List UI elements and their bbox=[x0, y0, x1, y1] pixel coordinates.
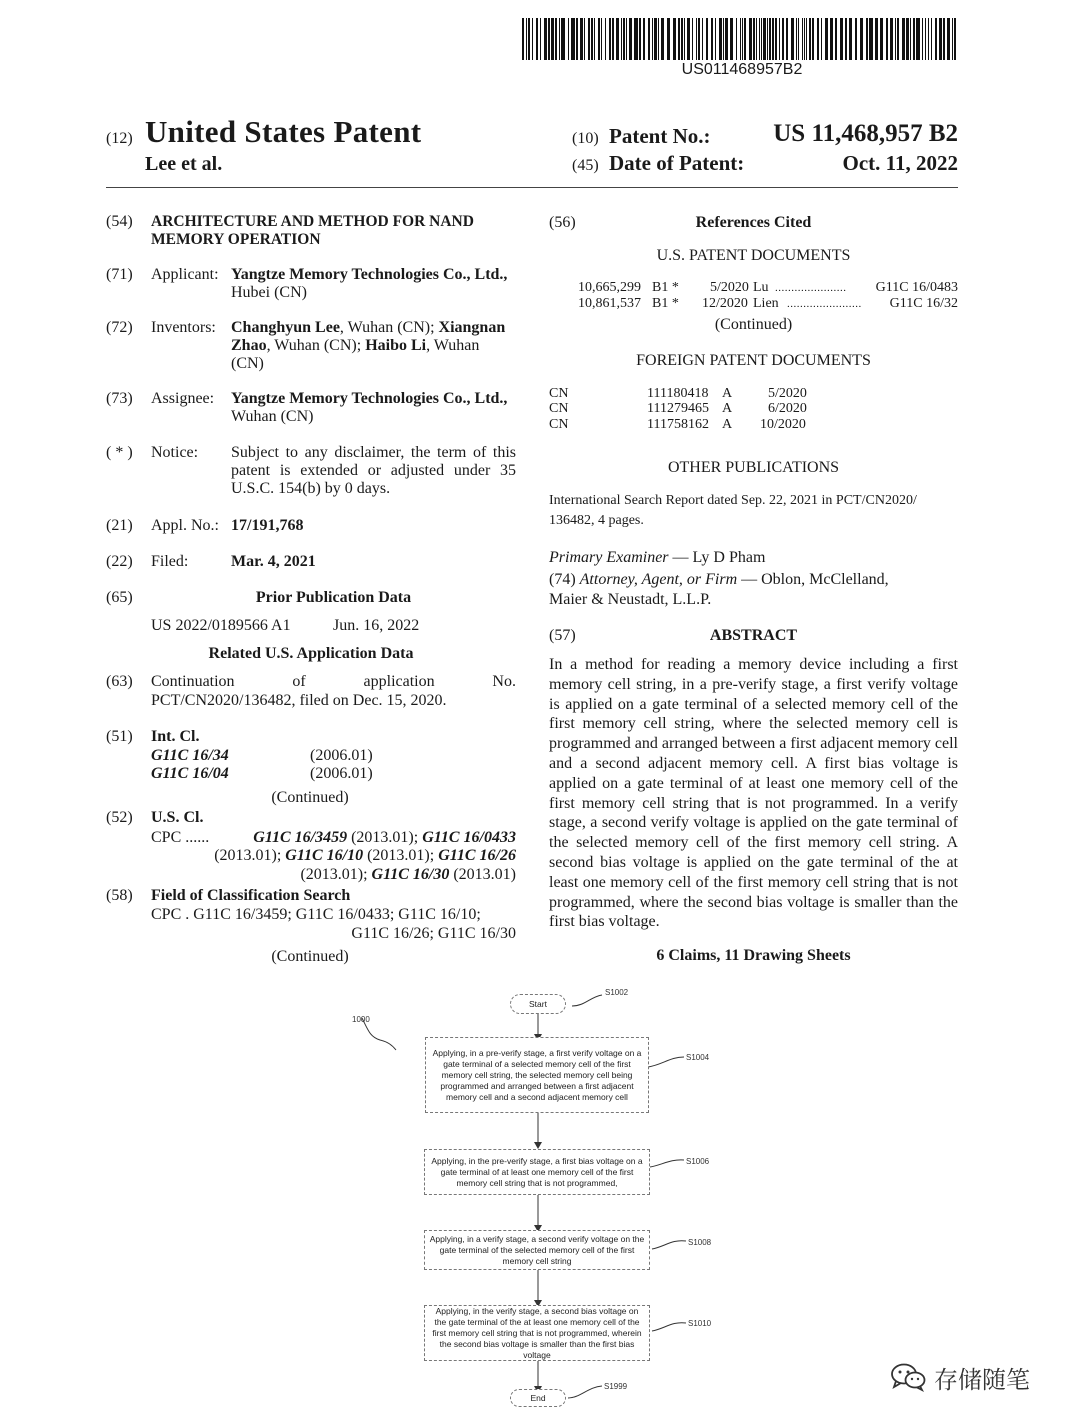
barcode-bar bbox=[849, 18, 852, 60]
barcode-bar bbox=[935, 18, 937, 60]
barcode-bar bbox=[744, 18, 746, 60]
attorney-label: Attorney, Agent, or Firm bbox=[579, 571, 738, 588]
barcode-bar bbox=[540, 18, 541, 60]
barcode-bar bbox=[588, 18, 590, 60]
flowchart-step-s1004: Applying, in a pre-verify stage, a first verify voltage on a gate terminal of a selected memory cell of the first memory cell string, the selected memory cell being programmed and arranged between a first adjacent memory cell and a second adjacent memory cell bbox=[425, 1037, 649, 1113]
barcode-bar bbox=[658, 18, 659, 60]
int-cl-class-2: G11C 16/04 bbox=[151, 765, 229, 782]
barcode-bar bbox=[719, 18, 722, 60]
doc-name: Lu bbox=[753, 280, 769, 295]
wechat-icon bbox=[890, 1362, 926, 1392]
barcode-bar bbox=[652, 18, 653, 60]
barcode-bar bbox=[952, 18, 953, 60]
prior-publication-number: US 2022/0189566 A1 bbox=[151, 617, 291, 634]
barcode-bar bbox=[696, 18, 697, 60]
field-of-search-heading: Field of Classification Search bbox=[151, 887, 351, 904]
cpc-class: G11C 16/3459 bbox=[253, 829, 348, 846]
barcode-bar bbox=[779, 18, 780, 60]
application-word: application bbox=[363, 673, 435, 690]
barcode-bar bbox=[623, 18, 625, 60]
int-cl-version-2: (2006.01) bbox=[310, 765, 373, 782]
cpc-prefix: CPC ...... bbox=[151, 829, 210, 846]
barcode-bar bbox=[568, 18, 569, 60]
code-65: (65) bbox=[106, 589, 133, 606]
applicant bbox=[231, 266, 516, 302]
authors: Lee et al. bbox=[145, 153, 223, 175]
code-52: (52) bbox=[106, 809, 133, 826]
barcode-bar bbox=[749, 18, 752, 60]
prior-publication-heading: Prior Publication Data bbox=[255, 589, 412, 606]
doc-number: 10,665,299 bbox=[578, 280, 641, 295]
barcode-bar bbox=[598, 18, 600, 60]
barcode-bar bbox=[667, 18, 670, 60]
applicant-name: Yangtze Memory Technologies Co., Ltd., bbox=[231, 266, 508, 283]
flowchart-step-s1010: Applying, in the verify stage, a second bias voltage on the gate terminal of the at least one memory cell of the first memory cell string that is not programmed, wherein the second bias voltage is smaller than the first bias voltage bbox=[424, 1305, 650, 1361]
barcode-bar bbox=[584, 18, 585, 60]
date-of-patent: Oct. 11, 2022 bbox=[842, 151, 958, 175]
barcode bbox=[522, 18, 958, 60]
barcode-bar bbox=[954, 18, 956, 60]
notice-code: ( * ) bbox=[106, 444, 133, 461]
barcode-bar bbox=[609, 18, 611, 60]
patent-number: US 11,468,957 B2 bbox=[773, 120, 958, 147]
inventor-3: Haibo Li bbox=[365, 337, 427, 354]
barcode-bar bbox=[684, 18, 685, 60]
barcode-bar bbox=[947, 18, 950, 60]
inventor-2-location: , Wuhan (CN); bbox=[266, 337, 366, 354]
barcode-bar bbox=[528, 18, 530, 60]
code-72: (72) bbox=[106, 319, 133, 336]
barcode-bar bbox=[913, 18, 915, 60]
us-doc-row bbox=[549, 280, 958, 296]
continuation-line-2: PCT/CN2020/136482, filed on Dec. 15, 2020. bbox=[151, 692, 447, 709]
cpc-date: (2013.01); bbox=[347, 829, 423, 846]
barcode-bar bbox=[817, 18, 819, 60]
barcode-bar bbox=[626, 18, 627, 60]
doc-class: G11C 16/0483 bbox=[875, 280, 958, 295]
us-cl-heading: U.S. Cl. bbox=[151, 809, 204, 826]
code-21: (21) bbox=[106, 517, 133, 534]
barcode-bar bbox=[895, 18, 896, 60]
barcode-bar bbox=[910, 18, 911, 60]
related-application-heading: Related U.S. Application Data bbox=[208, 645, 414, 662]
claims-and-sheets: 6 Claims, 11 Drawing Sheets bbox=[656, 947, 851, 964]
step-label-s1006: S1006 bbox=[686, 1157, 710, 1166]
barcode-bar bbox=[591, 18, 593, 60]
barcode-bar bbox=[654, 18, 657, 60]
foreign-doc-row bbox=[549, 417, 958, 433]
inventor-1-location: , Wuhan (CN); bbox=[339, 319, 435, 336]
doc-date: 6/2020 bbox=[768, 401, 807, 416]
cpc-class: G11C 16/10 bbox=[285, 847, 364, 864]
barcode-bar bbox=[825, 18, 828, 60]
attorney bbox=[549, 571, 889, 589]
inventor-2: Xiangnan Zhao bbox=[231, 319, 506, 354]
barcode-bar bbox=[886, 18, 888, 60]
barcode-bar bbox=[902, 18, 905, 60]
code-73: (73) bbox=[106, 390, 133, 407]
appl-no: 17/191,768 bbox=[231, 517, 304, 534]
barcode-bar bbox=[594, 18, 595, 60]
barcode-bar bbox=[943, 18, 945, 60]
barcode-bar bbox=[548, 18, 550, 60]
watermark bbox=[890, 1360, 1030, 1394]
barcode-bar bbox=[875, 18, 878, 60]
barcode-bar bbox=[629, 18, 632, 60]
us-cl-line-2 bbox=[151, 847, 516, 865]
abstract-text: In a method for reading a memory device including a first memory cell string, in a pre-verify stage, a first verify voltage is applied on a gate terminal of a selected memory cell of the first memory cell string, where the selected memory cell is programmed and arranged between a first adjacent memory cell and a second adjacent memory cell. A first bias voltage is applied on a gate terminal of at least one memory cell of the first memory cell string that is not programmed. In a verify stage, a second verify voltage is applied on the gate terminal of the selected memory cell of the first memory cell string. A second bias voltage is applied on the gate terminal of the at least one memory cell of the first memory cell string that is not programmed, where the second bias voltage is smaller than the first bias voltage. bbox=[549, 656, 958, 931]
inventors bbox=[231, 319, 516, 373]
patent-no-label: Patent No.: bbox=[609, 124, 711, 148]
barcode-bar bbox=[782, 18, 784, 60]
field-of-search-line-1: CPC . G11C 16/3459; G11C 16/0433; G11C 16/10; bbox=[151, 906, 481, 923]
doc-number: 10,861,537 bbox=[578, 296, 641, 311]
step-label-s1010: S1010 bbox=[688, 1319, 712, 1328]
doc-date: 5/2020 bbox=[710, 280, 749, 295]
inventor-1: Changhyun Lee bbox=[231, 319, 340, 336]
barcode-bar bbox=[769, 18, 771, 60]
barcode-bar bbox=[661, 18, 664, 60]
inventors-label: Inventors: bbox=[151, 319, 216, 336]
filed-date: Mar. 4, 2021 bbox=[231, 553, 316, 570]
barcode-bar bbox=[648, 18, 650, 60]
code-56: (56) bbox=[549, 214, 576, 231]
barcode-bar bbox=[522, 18, 524, 60]
barcode-bar bbox=[916, 18, 920, 60]
int-cl-heading: Int. Cl. bbox=[151, 728, 200, 745]
barcode-bar bbox=[634, 18, 638, 60]
doc-class: G11C 16/32 bbox=[889, 296, 958, 311]
doc-name: Lien bbox=[753, 296, 779, 311]
barcode-bar bbox=[692, 18, 693, 60]
barcode-bar bbox=[740, 18, 741, 60]
end-step-label: S1999 bbox=[604, 1382, 628, 1391]
barcode-bar bbox=[621, 18, 622, 60]
filed-label: Filed: bbox=[151, 553, 189, 570]
barcode-bar bbox=[580, 18, 583, 60]
barcode-bar bbox=[576, 18, 578, 60]
us-cl-line-3 bbox=[151, 866, 516, 884]
barcode-bar bbox=[736, 18, 737, 60]
barcode-bar bbox=[796, 18, 797, 60]
notice-text: Subject to any disclaimer, the term of this patent is extended or adjusted under 35 U.S.C. 154(b) by 0 days. bbox=[231, 444, 516, 497]
barcode-bar bbox=[767, 18, 768, 60]
step-leader bbox=[572, 995, 602, 1006]
code-10: (10) bbox=[572, 130, 599, 147]
barcode-bar bbox=[761, 18, 762, 60]
primary-examiner bbox=[549, 549, 765, 567]
cpc-date: (2013.01); bbox=[300, 866, 372, 883]
cpc-class: G11C 16/30 bbox=[371, 866, 450, 883]
barcode-bar bbox=[925, 18, 926, 60]
step-label-s1004: S1004 bbox=[686, 1053, 710, 1062]
barcode-bar bbox=[880, 18, 883, 60]
barcode-bar bbox=[616, 18, 619, 60]
barcode-bar bbox=[775, 18, 777, 60]
country-code: CN bbox=[549, 386, 569, 401]
barcode-bar bbox=[678, 18, 680, 60]
step-label-s1008: S1008 bbox=[688, 1238, 712, 1247]
flowchart-step-s1006: Applying, in the pre-verify stage, a first bias voltage on a gate terminal of at least one memory cell of the first memory cell string that is not programmed, bbox=[424, 1149, 650, 1195]
prior-publication-date: Jun. 16, 2022 bbox=[333, 617, 420, 634]
foreign-doc-row bbox=[549, 401, 958, 417]
watermark-text: 存储随笔 bbox=[934, 1365, 1030, 1394]
barcode-bar bbox=[756, 18, 757, 60]
doc-date: 5/2020 bbox=[768, 386, 807, 401]
barcode-number: US011468957B2 bbox=[681, 61, 803, 78]
barcode-bar bbox=[939, 18, 942, 60]
int-cl-continued: (Continued) bbox=[271, 789, 349, 806]
flowchart-start: Start bbox=[510, 994, 566, 1014]
barcode-bar bbox=[711, 18, 713, 60]
figure-reference: 1000 bbox=[352, 1015, 370, 1024]
barcode-bar bbox=[571, 18, 575, 60]
barcode-bar bbox=[906, 18, 909, 60]
date-of-patent-label: Date of Patent: bbox=[609, 151, 745, 175]
barcode-bar bbox=[643, 18, 645, 60]
barcode-bar bbox=[544, 18, 547, 60]
barcode-bar bbox=[869, 18, 873, 60]
barcode-bar bbox=[555, 18, 557, 60]
primary-examiner-name: — Ly D Pham bbox=[668, 549, 766, 566]
cpc-date: (2013.01) bbox=[449, 866, 516, 883]
barcode-bar bbox=[802, 18, 803, 60]
barcode-bar bbox=[681, 18, 683, 60]
no-word: No. bbox=[492, 673, 516, 690]
barcode-bar bbox=[612, 18, 614, 60]
barcode-bar bbox=[742, 18, 743, 60]
code-45: (45) bbox=[572, 157, 599, 174]
barcode-bar bbox=[860, 18, 863, 60]
flowchart-end: End bbox=[510, 1389, 566, 1407]
barcode-bar bbox=[763, 18, 766, 60]
barcode-bar bbox=[922, 18, 923, 60]
barcode-bar bbox=[809, 18, 811, 60]
doc-date: 10/2020 bbox=[760, 417, 806, 432]
step-leader bbox=[568, 1386, 602, 1398]
applicant-location: Hubei (CN) bbox=[231, 284, 307, 301]
header-divider bbox=[106, 187, 958, 188]
us-cl-line-1 bbox=[151, 829, 516, 847]
barcode-bar bbox=[601, 18, 602, 60]
continuation-line-1 bbox=[151, 673, 516, 691]
doc-leader-dots: ...................... bbox=[775, 282, 847, 294]
barcode-bar bbox=[855, 18, 857, 60]
doc-number: 111180418 bbox=[647, 386, 709, 401]
cpc-date: (2013.01); bbox=[214, 847, 286, 864]
assignee-name: Yangtze Memory Technologies Co., Ltd., bbox=[231, 390, 508, 407]
code-63: (63) bbox=[106, 673, 133, 690]
int-cl-class-1: G11C 16/34 bbox=[151, 747, 229, 764]
country-code: CN bbox=[549, 401, 569, 416]
continuation-word: Continuation bbox=[151, 673, 235, 690]
patent-type-title: United States Patent bbox=[145, 114, 422, 149]
flowchart-step-s1008: Applying, in a verify stage, a second verify voltage on the gate terminal of the selected memory cell of the first memory cell string bbox=[424, 1230, 650, 1270]
code-71: (71) bbox=[106, 266, 133, 283]
barcode-bar bbox=[687, 18, 690, 60]
cpc-date: (2013.01); bbox=[363, 847, 439, 864]
code-12: (12) bbox=[106, 130, 133, 147]
barcode-bar bbox=[791, 18, 794, 60]
barcode-bar bbox=[725, 18, 728, 60]
barcode-bar bbox=[821, 18, 822, 60]
invention-title: ARCHITECTURE AND METHOD FOR NAND MEMORY OPERATION bbox=[151, 213, 474, 248]
barcode-bar bbox=[772, 18, 774, 60]
barcode-bar bbox=[532, 18, 533, 60]
field-of-search-continued: (Continued) bbox=[271, 948, 349, 965]
code-74: (74) bbox=[549, 571, 580, 588]
us-docs-continued: (Continued) bbox=[714, 316, 793, 333]
us-patent-documents-heading: U.S. PATENT DOCUMENTS bbox=[656, 247, 851, 264]
doc-kind: B1 * bbox=[652, 296, 679, 311]
inventor-3-location: , Wuhan (CN) bbox=[231, 337, 480, 372]
barcode-bar bbox=[526, 18, 527, 60]
barcode-bar bbox=[551, 18, 554, 60]
step-leader bbox=[648, 1057, 684, 1067]
barcode-bar bbox=[715, 18, 716, 60]
barcode-bar bbox=[897, 18, 899, 60]
barcode-bar bbox=[706, 18, 708, 60]
step-leader bbox=[652, 1241, 686, 1249]
doc-date: 12/2020 bbox=[702, 296, 748, 311]
barcode-bar bbox=[804, 18, 805, 60]
other-publications-heading: OTHER PUBLICATIONS bbox=[667, 459, 840, 476]
step-leader bbox=[650, 1160, 684, 1167]
barcode-bar bbox=[928, 18, 929, 60]
barcode-bar bbox=[840, 18, 843, 60]
code-51: (51) bbox=[106, 728, 133, 745]
doc-kind: A bbox=[722, 401, 733, 416]
code-57: (57) bbox=[549, 627, 576, 644]
barcode-bar bbox=[759, 18, 760, 60]
barcode-bar bbox=[931, 18, 932, 60]
arrowhead bbox=[534, 1142, 542, 1149]
appl-no-label: Appl. No.: bbox=[151, 517, 219, 534]
abstract-heading: ABSTRACT bbox=[709, 627, 798, 644]
doc-number: 111758162 bbox=[647, 417, 709, 432]
barcode-bar bbox=[812, 18, 814, 60]
notice-label: Notice: bbox=[151, 444, 199, 461]
assignee-label: Assignee: bbox=[151, 390, 215, 407]
barcode-bar bbox=[673, 18, 676, 60]
step-leader bbox=[652, 1323, 686, 1331]
barcode-bar bbox=[702, 18, 703, 60]
cpc-class: G11C 16/0433 bbox=[422, 829, 516, 846]
primary-examiner-label: Primary Examiner bbox=[549, 549, 669, 566]
barcode-bar bbox=[753, 18, 755, 60]
foreign-doc-row bbox=[549, 386, 958, 402]
barcode-bar bbox=[639, 18, 641, 60]
references-cited-heading: References Cited bbox=[695, 214, 812, 231]
barcode-bar bbox=[798, 18, 799, 60]
assignee bbox=[231, 390, 516, 426]
barcode-bar bbox=[835, 18, 837, 60]
int-cl-version-1: (2006.01) bbox=[310, 747, 373, 764]
other-publication-line-1: International Search Report dated Sep. 22, 2021 in PCT/CN2020/ bbox=[549, 493, 917, 508]
barcode-bar bbox=[536, 18, 538, 60]
barcode-bar bbox=[559, 18, 560, 60]
barcode-bar bbox=[698, 18, 700, 60]
doc-number: 111279465 bbox=[647, 401, 709, 416]
doc-kind: A bbox=[722, 386, 733, 401]
barcode-bar bbox=[806, 18, 807, 60]
applicant-label: Applicant: bbox=[151, 266, 219, 283]
barcode-bar bbox=[866, 18, 868, 60]
of-word: of bbox=[292, 673, 306, 690]
field-of-search-line-2: G11C 16/26; G11C 16/30 bbox=[351, 925, 516, 942]
country-code: CN bbox=[549, 417, 569, 432]
start-step-label: S1002 bbox=[605, 988, 629, 997]
barcode-bar bbox=[786, 18, 788, 60]
doc-leader-dots: ....................... bbox=[787, 298, 862, 310]
code-54: (54) bbox=[106, 213, 133, 230]
assignee-location: Wuhan (CN) bbox=[231, 408, 314, 425]
other-publication-line-2: 136482, 4 pages. bbox=[549, 513, 644, 528]
code-22: (22) bbox=[106, 553, 133, 570]
cpc-class: G11C 16/26 bbox=[438, 847, 516, 864]
code-58: (58) bbox=[106, 887, 133, 904]
foreign-patent-documents-heading: FOREIGN PATENT DOCUMENTS bbox=[636, 352, 871, 369]
barcode-bar bbox=[830, 18, 833, 60]
doc-kind: A bbox=[722, 417, 733, 432]
barcode-bar bbox=[890, 18, 893, 60]
barcode-bar bbox=[561, 18, 565, 60]
barcode-bar bbox=[723, 18, 724, 60]
barcode-bar bbox=[730, 18, 733, 60]
attorney-line-2: Maier & Neustadt, L.L.P. bbox=[549, 591, 712, 608]
us-doc-row bbox=[549, 296, 958, 312]
barcode-bar bbox=[605, 18, 606, 60]
attorney-name: — Oblon, McClelland, bbox=[737, 571, 889, 588]
doc-kind: B1 * bbox=[652, 280, 679, 295]
barcode-bar bbox=[845, 18, 847, 60]
